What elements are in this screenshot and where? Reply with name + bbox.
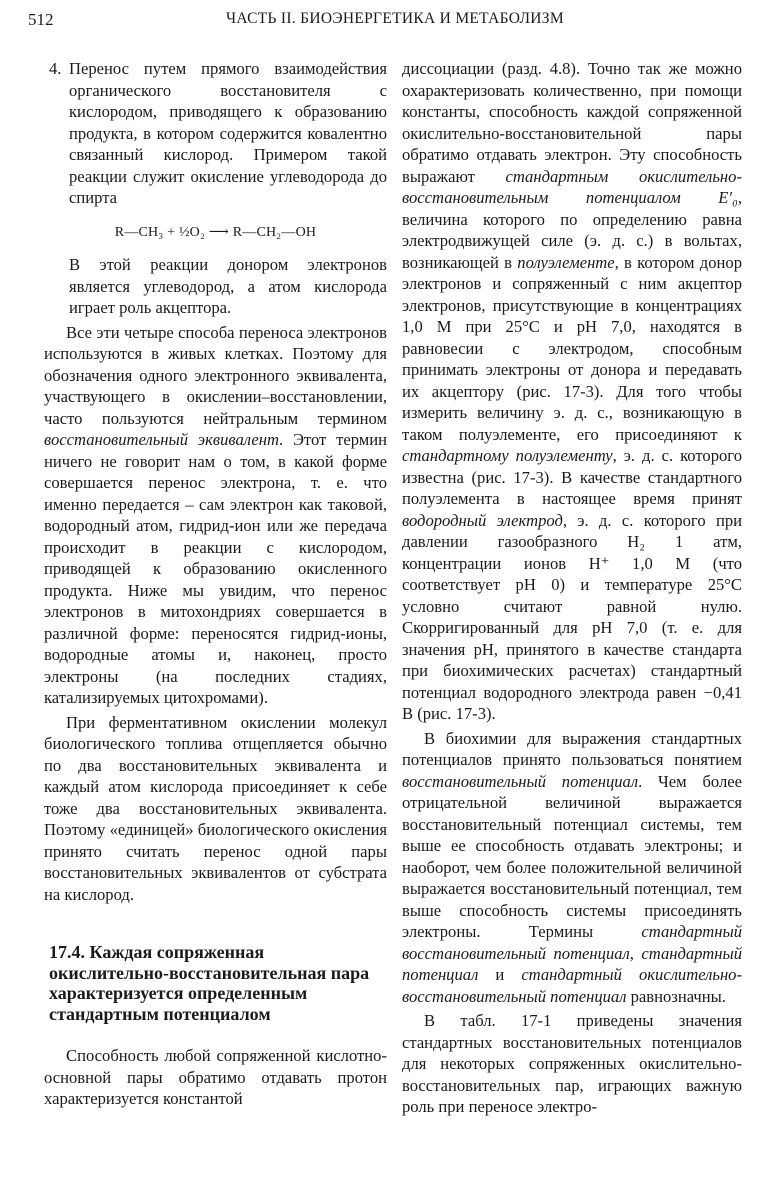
- term-italic: стандартный окислительно-восстановительный потенциал: [402, 965, 742, 1006]
- term-italic: стандартным окислительно-восстановительным потенциалом E′₀: [402, 166, 742, 207]
- text-span: равнозначны.: [626, 986, 726, 1006]
- term-italic: стандартный восстановительный потенциал: [402, 922, 742, 963]
- list-item-continuation: В этой реакции донором электронов является углеводород, а атом кислорода играет роль акцептора.: [69, 255, 387, 317]
- page-header: [28, 10, 763, 38]
- paragraph-standard-potential: [402, 58, 742, 725]
- term-italic: стандартному полуэлементу: [402, 446, 613, 465]
- text-span: ,: [629, 943, 642, 963]
- text-span: , в котором донор электронов и сопряженный с ним акцептор электронов, присутствующие в концентрациях 1,0 М при 25°С и pH 7,0, находятся в равновесии с электродом, способным принимать электроны от донора и передавать их акцептору (рис. 17-3). Для того чтобы измерить величину э. д. с., возникающую в таком полуэлементе, его присоединяют к: [402, 252, 742, 444]
- reaction-formula: R—CH₃ + ½O₂ ⟶ R—CH₂—OH: [114, 224, 317, 240]
- paragraph-table-reference: В табл. 17-1 приведены значения стандартных восстановительных потенциалов для некоторых сопряженных окислительно-восстановительных пар, играющих важную роль при переносе электро-: [402, 1011, 742, 1116]
- text-span: . Этот термин ничего не говорит нам о том, в какой форме совершается перенос электрона, т. е. что именно передается – сам электрон как таковой, водородный атом, гидрид-ион или же передача происходит в реакции с кислородом, приводящей к образованию окисленного продукта. Ниже мы увидим, что перенос электронов в митохондриях совершается в различной форме: переносятся гидрид-ионы, водородные атомы и, наконец, просто электроны (на последних стадиях, катализируемых цитохромами).: [44, 430, 388, 707]
- list-number: 4.: [49, 59, 62, 78]
- running-title: ЧАСТЬ II. БИОЭНЕРГЕТИКА И МЕТАБОЛИЗМ: [226, 10, 564, 27]
- term-italic: восстановительный эквивалент: [44, 430, 280, 449]
- text-span: , э. д. с. которого известна (рис. 17-3). В качестве стандартного полуэлемента в настоящее время принят: [402, 446, 742, 508]
- text-span: и: [478, 965, 522, 984]
- paragraph-acid-base-pair: Способность любой сопряженной кислотно-основной пары обратимо отдавать протон характеризуется константой: [44, 1046, 387, 1108]
- left-column: [44, 58, 387, 1110]
- term-italic: полуэлементе: [517, 252, 615, 272]
- term-italic: восстановительный потенциал: [402, 771, 639, 791]
- term-italic: стандартный потенциал: [402, 943, 742, 984]
- right-column: [402, 58, 742, 1118]
- paragraph-reduction-potential: [402, 728, 742, 1008]
- list-item-4: [44, 58, 387, 209]
- paragraph-reducing-equivalent: [44, 322, 387, 709]
- list-item-text: Перенос путем прямого взаимодействия органического восстановителя с кислородом, приводящего к образованию продукта, в котором содержится ковалентно связанный кислород. Примером такой реакции служит окисление углеводорода до спирта: [69, 59, 387, 207]
- paragraph-enzymatic-oxidation: При ферментативном окислении молекул биологического топлива отщепляется обычно по два восстановительных эквивалента и каждый атом кислорода присоединяет к себе тоже два восстановительных эквивалента. Поэтому «единицей» биологического окисления принято считать перенос одной пары восстановительных эквивалентов от субстрата на кислород.: [44, 712, 387, 904]
- text-span: В биохимии для выражения стандартных потенциалов принято пользоваться понятием: [402, 728, 742, 769]
- text-span: , величина которого по определению равна электродвижущей силе (э. д. с.) в вольтах, возникающей в: [402, 188, 742, 272]
- text-span: , э. д. с. которого при давлении газообразного H₂ 1 атм, концентрации ионов H⁺ 1,0 М (что соответствует pH 0) и температуре 25°С условно считают равной нулю. Скорригированный для pH 7,0 (т. е. для значения pH, принятого в качестве стандарта при биохимических расчетах) стандартный потенциал водородного электрода равен −0,41 В (рис. 17-3).: [402, 510, 743, 723]
- text-span: Все эти четыре способа переноса электронов используются в живых клетках. Поэтому для обозначения одного электронного эквивалента, участвующего в окислении–восстановлении, часто пользуются нейтральным термином: [44, 322, 387, 428]
- section-heading: 17.4. Каждая сопряженная окислительно-восстановительная пара характеризуется определенным стандартным потенциалом: [49, 942, 370, 1024]
- text-span: . Чем более отрицательной величиной выражается восстановительный потенциал системы, тем выше ее способность отдавать электроны; и наоборот, чем более положительной величиной выражается восстановительный потенциал, тем выше способность системы присоединять электроны. Термины: [402, 771, 742, 941]
- term-italic: водородный электрод: [402, 510, 563, 530]
- page-number: 512: [28, 10, 54, 29]
- text-span: диссоциации (разд. 4.8). Точно так же можно охарактеризовать количественно, при помощи константы, способность каждой сопряженной окислительно-восстановительной пары обратимо отдавать электрон. Эту способность выражают: [402, 59, 742, 186]
